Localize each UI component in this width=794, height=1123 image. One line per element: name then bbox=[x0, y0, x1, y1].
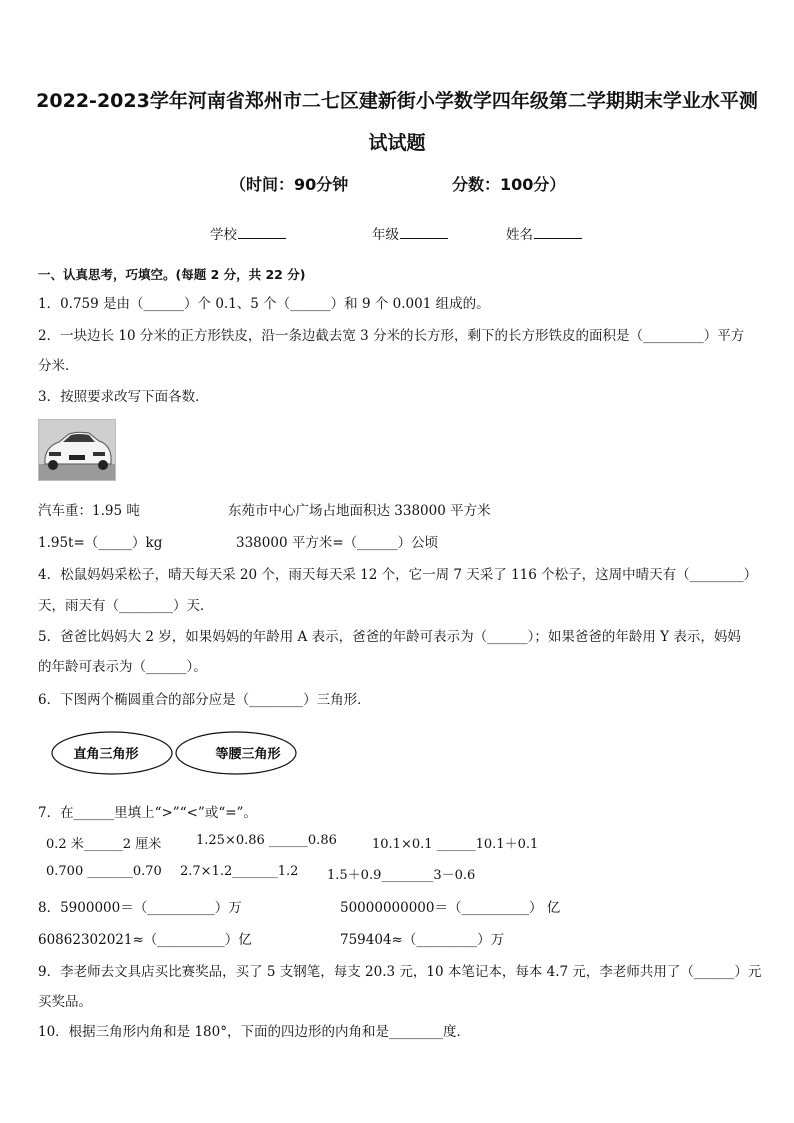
grade-field bbox=[372, 223, 448, 243]
question-6: 6．下图两个椭圆重合的部分应是（________）三角形． bbox=[38, 692, 371, 708]
question-3: 3．按照要求改写下面各数． bbox=[38, 389, 209, 405]
q7-item-5: 2.7×1.2_______1.2 bbox=[180, 864, 299, 879]
exam-title-line2: 试试题 bbox=[368, 132, 426, 154]
grade-label: 年级 bbox=[372, 227, 399, 243]
q7-item-3: 10.1×0.1 ______10.1＋0.1 bbox=[372, 837, 539, 852]
q7-item-2: 1.25×0.86 ______0.86 bbox=[196, 833, 337, 848]
school-field bbox=[210, 223, 286, 243]
question-9-line2: 买奖品。 bbox=[38, 994, 92, 1010]
venn-right-label: 等腰三角形 bbox=[215, 747, 281, 762]
question-1: 1．0.759 是由（______）个 0.1、5 个（______）和 9 个 0.001 组成的。 bbox=[38, 296, 490, 312]
q3-conversion-a: 1.95t=（_____）kg bbox=[38, 535, 163, 551]
name-blank[interactable] bbox=[534, 226, 582, 239]
exam-title-line1: 2022-2023学年河南省郑州市二七区建新街小学数学四年级第二学期期末学业水平测 bbox=[36, 90, 758, 112]
q8-item-3: 60862302021≈（__________）亿 bbox=[38, 932, 252, 948]
name-label: 姓名 bbox=[506, 227, 533, 243]
q8-item-1: 8．5900000＝（__________）万 bbox=[38, 900, 242, 916]
q8-item-4: 759404≈（_________）万 bbox=[340, 932, 505, 948]
name-field bbox=[506, 223, 582, 243]
question-2-line2: 分米． bbox=[38, 358, 79, 374]
q3-conversion-b: 338000 平方米=（______）公顷 bbox=[236, 535, 439, 551]
question-4-line1: 4．松鼠妈妈采松子，晴天每天采 20 个，雨天每天采 12 个，它一周 7 天采了 116 个松子，这周中晴天有（________） bbox=[38, 567, 758, 583]
venn-left-label: 直角三角形 bbox=[73, 747, 139, 762]
q7-item-6: 1.5＋0.9________3－0.6 bbox=[327, 868, 476, 883]
q8-item-2: 50000000000＝（__________） 亿 bbox=[340, 900, 561, 916]
question-9-line1: 9．李老师去文具店买比赛奖品，买了 5 支钢笔，每支 20.3 元，10 本笔记本，每本 4.7 元，李老师共用了（______）元 bbox=[38, 964, 762, 980]
school-blank[interactable] bbox=[238, 226, 286, 239]
q7-item-1: 0.2 米______2 厘米 bbox=[46, 837, 162, 852]
question-4-line2: 天，雨天有（________）天． bbox=[38, 598, 214, 614]
section-heading: 一、认真思考，巧填空。(每题 2 分，共 22 分) bbox=[38, 267, 306, 282]
q3-car-weight: 汽车重：1.95 吨 bbox=[38, 503, 140, 519]
q7-item-4: 0.700 _______0.70 bbox=[46, 864, 162, 879]
car-image bbox=[38, 419, 116, 481]
q3-square-area: 东苑市中心广场占地面积达 338000 平方米 bbox=[228, 503, 491, 519]
exam-time: （时间：90分钟 bbox=[230, 175, 349, 194]
school-label: 学校 bbox=[210, 227, 237, 243]
question-2-line1: 2．一块边长 10 分米的正方形铁皮，沿一条边截去宽 3 分米的长方形，剩下的长方形铁皮的面积是（_________）平方 bbox=[38, 328, 745, 344]
question-7: 7．在______里填上“>”“<”或“=”。 bbox=[38, 805, 257, 821]
venn-diagram bbox=[50, 730, 300, 776]
question-10: 10．根据三角形内角和是 180°，下面的四边形的内角和是________度． bbox=[38, 1024, 470, 1040]
question-5-line2: 的年龄可表示为（______）。 bbox=[38, 659, 207, 675]
question-5-line1: 5．爸爸比妈妈大 2 岁，如果妈妈的年龄用 A 表示，爸爸的年龄可表示为（______）；如果爸爸的年龄用 Y 表示，妈妈 bbox=[38, 629, 741, 645]
grade-blank[interactable] bbox=[400, 226, 448, 239]
exam-score: 分数：100分） bbox=[452, 175, 566, 194]
